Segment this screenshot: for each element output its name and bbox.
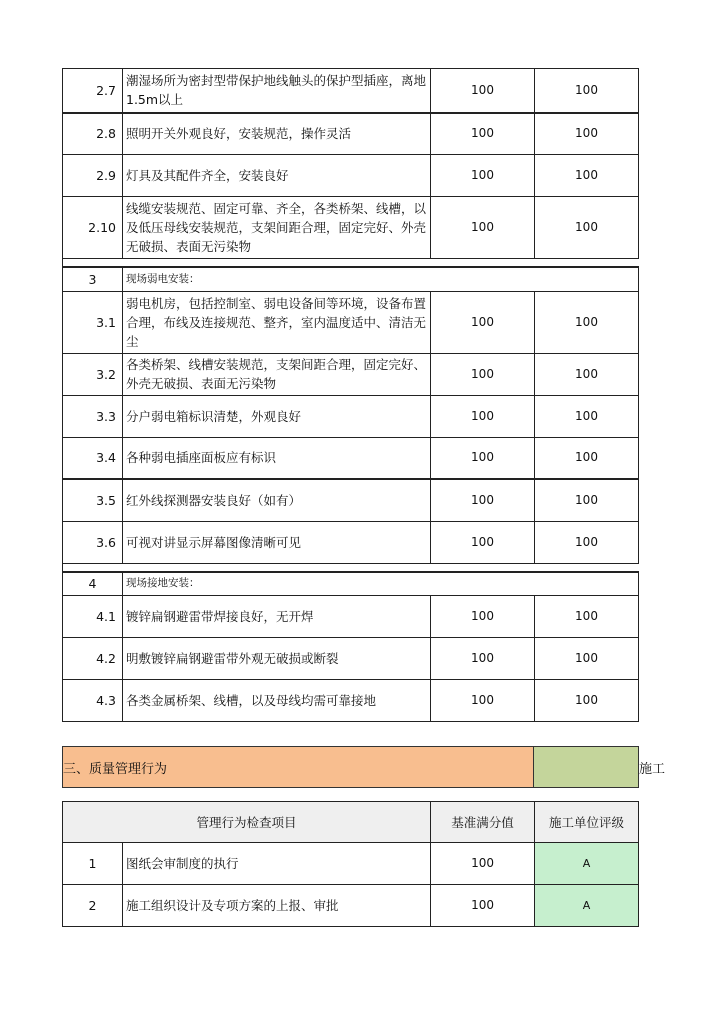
item-score: 100 [431,596,535,638]
item-description: 灯具及其配件齐全，安装良好 [123,155,431,197]
table-row [63,155,639,197]
part3-overflow-text: 施工 [639,761,666,777]
table-row [63,395,639,437]
part3-green-cell [533,746,639,788]
item-number: 2 [63,885,123,927]
table-row [63,437,639,479]
item-full-score: 100 [535,680,639,722]
item-score: 100 [431,155,535,197]
section-number: 3 [63,267,123,291]
table-row [63,596,639,638]
item-number: 3.6 [63,521,123,563]
item-description: 各类金属桥架、线槽，以及母线均需可靠接地 [123,680,431,722]
item-number: 2.9 [63,155,123,197]
item-score: 100 [431,638,535,680]
section-title: 现场弱电安装： [123,267,639,291]
item-full-score: 100 [535,521,639,563]
item-number: 3.3 [63,395,123,437]
item-score: 100 [431,521,535,563]
item-score: 100 [431,395,535,437]
item-full-score: 100 [535,113,639,155]
row-gap [63,259,639,268]
item-full-score: 100 [535,69,639,113]
table-row [63,197,639,259]
table-row [63,638,639,680]
item-full-score: 100 [535,395,639,437]
item-full-score: 100 [535,437,639,479]
item-score: 100 [431,69,535,113]
item-score: 100 [431,680,535,722]
item-number: 4.3 [63,680,123,722]
item-base-score: 100 [431,885,535,927]
table-row [63,69,639,113]
item-description: 图纸会审制度的执行 [123,843,431,885]
part3-header-bar [62,746,666,788]
item-description: 各种弱电插座面板应有标识 [123,437,431,479]
item-score: 100 [431,353,535,395]
item-number: 2.8 [63,113,123,155]
management-table [62,801,638,927]
item-grade: A [535,885,639,927]
item-description: 各类桥架、线槽安装规范，支架间距合理，固定完好、外壳无破损、表面无污染物 [123,353,431,395]
table-row [63,479,639,521]
item-full-score: 100 [535,638,639,680]
header-base-score: 基准满分值 [431,802,535,843]
item-description: 镀锌扁钢避雷带焊接良好，无开焊 [123,596,431,638]
item-description: 弱电机房，包括控制室、弱电设备间等环境，设备布置合理，布线及连接规范、整齐，室内温度适中、清洁无尘 [123,291,431,353]
section-number: 4 [63,572,123,596]
table-row [63,680,639,722]
item-number: 2.7 [63,69,123,113]
item-score: 100 [431,113,535,155]
table-row [63,353,639,395]
item-full-score: 100 [535,479,639,521]
item-base-score: 100 [431,843,535,885]
table-row [63,885,639,927]
item-score: 100 [431,291,535,353]
table-row [63,843,639,885]
item-description: 分户弱电箱标识清楚，外观良好 [123,395,431,437]
table-row [63,113,639,155]
item-description: 可视对讲显示屏幕图像清晰可见 [123,521,431,563]
item-full-score: 100 [535,353,639,395]
item-full-score: 100 [535,596,639,638]
item-number: 3.4 [63,437,123,479]
section-title: 现场接地安装： [123,572,639,596]
item-description: 施工组织设计及专项方案的上报、审批 [123,885,431,927]
item-number: 3.5 [63,479,123,521]
item-grade: A [535,843,639,885]
item-description: 潮湿场所为密封型带保护地线触头的保护型插座，离地1.5m以上 [123,69,431,113]
table-row [63,291,639,353]
item-full-score: 100 [535,197,639,259]
item-score: 100 [431,479,535,521]
item-description: 明敷镀锌扁钢避雷带外观无破损或断裂 [123,638,431,680]
header-item: 管理行为检查项目 [63,802,431,843]
item-full-score: 100 [535,291,639,353]
item-number: 1 [63,843,123,885]
item-description: 线缆安装规范、固定可靠、齐全，各类桥架、线槽，以及低压母线安装规范，支架间距合理，固定完好、外壳无破损、表面无污染物 [123,197,431,259]
item-score: 100 [431,437,535,479]
item-description: 照明开关外观良好，安装规范，操作灵活 [123,113,431,155]
table-row [63,521,639,563]
item-number: 4.1 [63,596,123,638]
item-score: 100 [431,197,535,259]
item-number: 2.10 [63,197,123,259]
header-grade: 施工单位评级 [535,802,639,843]
item-number: 3.2 [63,353,123,395]
section-row [63,267,639,291]
table-header-row [63,802,639,843]
inspection-table-upper [62,68,638,722]
section-row [63,572,639,596]
item-full-score: 100 [535,155,639,197]
item-description: 红外线探测器安装良好（如有） [123,479,431,521]
part3-title: 三、质量管理行为 [62,746,534,788]
row-gap [63,563,639,572]
item-number: 3.1 [63,291,123,353]
item-number: 4.2 [63,638,123,680]
